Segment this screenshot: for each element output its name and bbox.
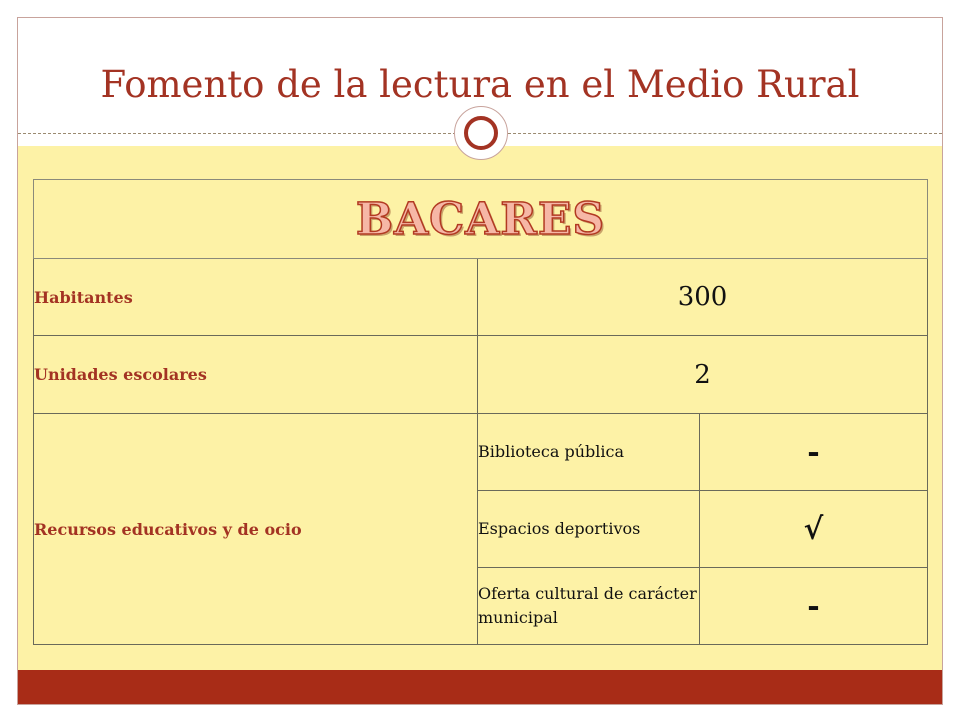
resource-name: Oferta cultural de carácter municipal xyxy=(478,568,700,645)
resource-mark: - xyxy=(700,568,928,645)
table-row xyxy=(34,336,928,414)
row-value: 300 xyxy=(478,259,928,336)
table-heading: BACARES xyxy=(355,193,606,245)
row-label: Unidades escolares xyxy=(34,336,478,414)
divider-left xyxy=(18,133,456,134)
divider-right xyxy=(508,133,942,134)
table-heading-cell xyxy=(34,180,928,259)
ring-icon xyxy=(464,116,498,150)
resource-name: Biblioteca pública xyxy=(478,414,700,491)
row-label: Habitantes xyxy=(34,259,478,336)
table-row xyxy=(34,259,928,336)
resource-name: Espacios deportivos xyxy=(478,491,700,568)
page-title: Fomento de la lectura en el Medio Rural xyxy=(100,63,860,106)
info-table xyxy=(33,179,928,645)
resources-label: Recursos educativos y de ocio xyxy=(34,414,478,645)
footer-bar xyxy=(18,670,942,704)
row-value: 2 xyxy=(478,336,928,414)
resource-mark: - xyxy=(700,414,928,491)
resource-mark: √ xyxy=(700,491,928,568)
table-row xyxy=(34,414,928,491)
table-row xyxy=(34,180,928,259)
